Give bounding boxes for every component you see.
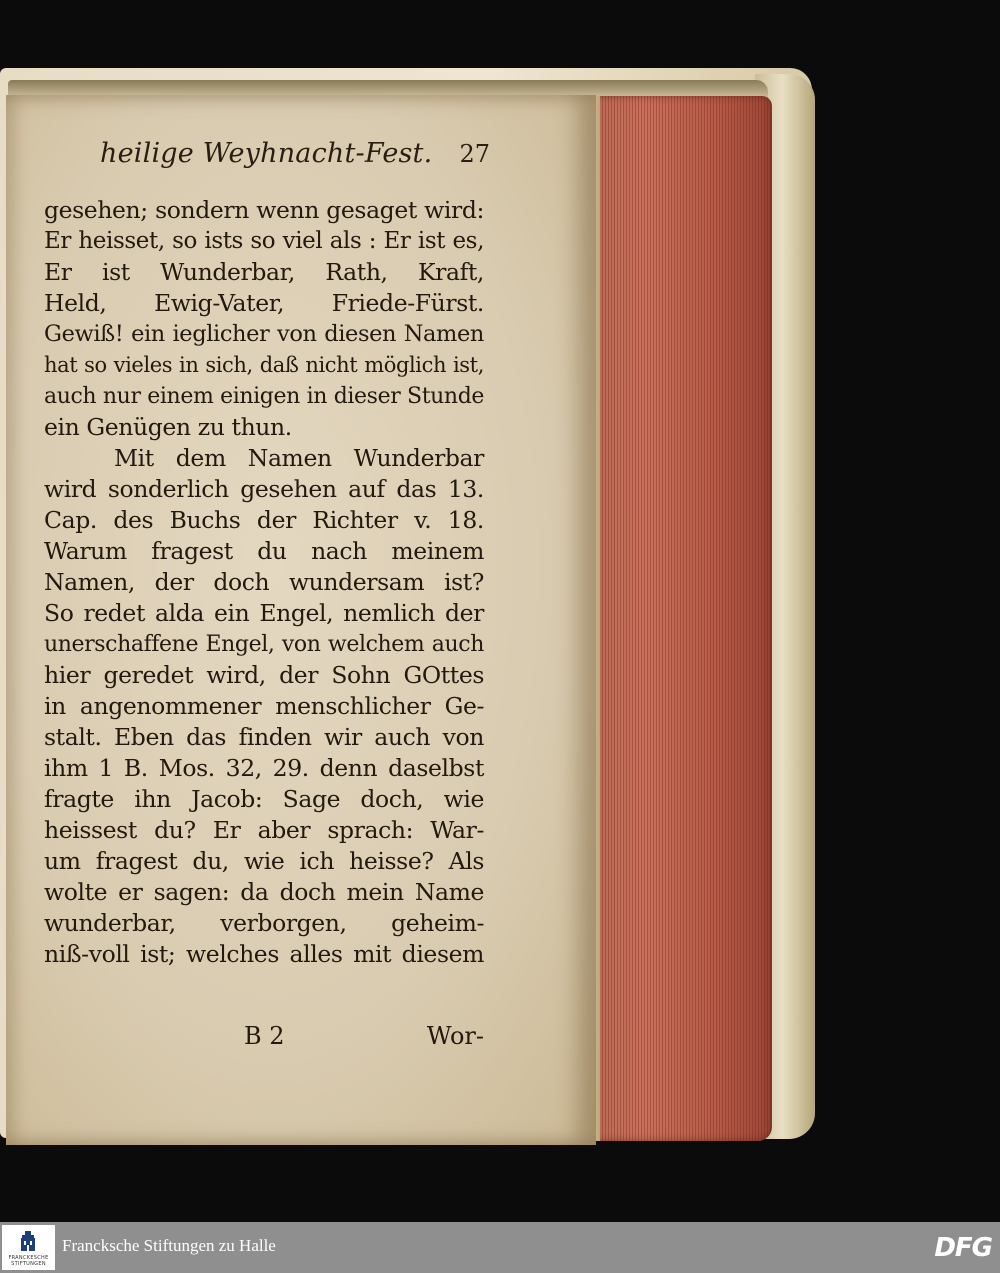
text-line: fragte ihn Jacob: Sage doch, wie [44,785,484,813]
text-line: wird sonderlich gesehen auf das 13. [44,475,484,503]
logo-text: FRANCKESCHE STIFTUNGEN [8,1255,49,1267]
text-line: unerschaffene Engel, von welchem auch [44,632,484,657]
text-line: Er heisset, so ists so viel als : Er ist es, [44,228,484,254]
page-number: 27 [459,140,490,168]
catchword: Wor- [426,1022,484,1050]
text-line: heissest du? Er aber sprach: War- [44,816,484,844]
text-line: Held, Ewig-Vater, Friede-Fürst. [44,289,484,317]
text-line: ihm 1 B. Mos. 32, 29. denn daselbst [44,754,484,782]
institution-logo[interactable] [2,1225,55,1270]
footer-banner [0,1222,1000,1273]
page-block-red-edges [590,96,772,1141]
dfg-logo[interactable]: DFG [934,1233,992,1263]
text-line: wolte er sagen: da doch mein Name [44,878,484,906]
page-body [44,195,484,970]
text-line: in angenommener menschlicher Ge- [44,692,484,720]
page-footer [44,1022,484,1056]
text-line: Mit dem Namen Wunderbar [114,444,484,472]
text-line: Gewiß! ein ieglicher von diesen Namen [44,321,484,347]
text-line: Namen, der doch wundersam ist? [44,568,484,596]
text-line: um fragest du, wie ich heisse? Als [44,847,484,875]
running-title: heilige Weyhnacht-Fest. [100,138,433,169]
text-line: hat so vieles in sich, daß nicht möglich ist, [44,353,484,377]
building-icon [20,1231,36,1251]
text-line: gesehen; sondern wenn gesaget wird: [44,196,484,224]
text-line: Er ist Wunderbar, Rath, Kraft, [44,258,484,286]
text-line: stalt. Eben das finden wir auch von [44,723,484,751]
text-line: Cap. des Buchs der Richter v. 18. [44,506,484,534]
text-line: Warum fragest du nach meinem [44,537,484,565]
text-line: hier geredet wird, der Sohn GOttes [44,661,484,689]
text-line: So redet alda ein Engel, nemlich der [44,599,484,627]
page-header [100,138,490,178]
institution-name: Francksche Stiftungen zu Halle [62,1236,276,1255]
signature-mark: B 2 [244,1022,285,1050]
text-line: wunderbar, verborgen, geheim- [44,909,484,937]
text-line: auch nur einem einigen in dieser Stunde [44,384,484,409]
text-line: niß-voll ist; welches alles mit diesem [44,940,484,968]
text-line: ein Genügen zu thun. [44,413,292,441]
